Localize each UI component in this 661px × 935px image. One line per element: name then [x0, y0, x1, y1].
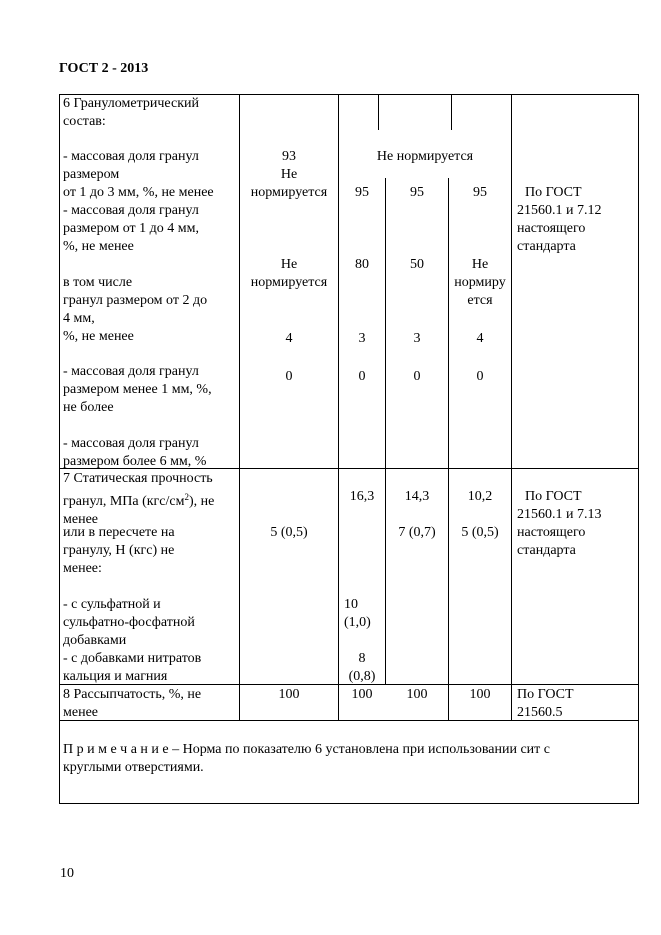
friability-col3: 100 [406, 687, 428, 702]
strength-col1: 5 (0,5) [270, 525, 308, 540]
strength-col2-b: 10 (1,0) [344, 597, 371, 630]
granulometric-col1-c: Не нормируется [250, 257, 328, 290]
strength-col4-top: 10,2 [467, 489, 493, 504]
strength-col3-mid: 7 (0,7) [398, 525, 436, 540]
granulometric-sub-b: - массовая доля гранул размером от 1 до 4 мм, %, не менее [63, 203, 199, 254]
granulometric-col2-e: 0 [358, 369, 366, 384]
granulometric-sub-c: в том числе гранул размером от 2 до 4 мм, %, не менее [63, 275, 208, 344]
granulometric-sub-a: - массовая доля гранул размером от 1 до 3 мм, %, не менее [63, 149, 214, 200]
friability-col1: 100 [278, 687, 300, 702]
friability-col4: 100 [469, 687, 491, 702]
granulometric-col1-d: 4 [285, 331, 293, 346]
granulometric-col3-b: 95 [410, 185, 424, 200]
column-divider [385, 178, 386, 684]
table-border-right [638, 94, 639, 804]
column-divider [511, 94, 512, 720]
granulometric-col4-d: 4 [476, 331, 484, 346]
strength-col4-mid: 5 (0,5) [461, 525, 499, 540]
friability-col2: 100 [351, 687, 373, 702]
strength-col3-top: 14,3 [404, 489, 430, 504]
granulometric-col3-e: 0 [413, 369, 421, 384]
granulometric-col3-c: 50 [410, 257, 424, 272]
strength-sub-c: - с добавками нитратов кальция и магния [63, 651, 202, 684]
granulometric-col4-e: 0 [476, 369, 484, 384]
granulometric-name: 6 Гранулометрический состав: [63, 96, 199, 129]
granulometric-col1-a: 93 [282, 149, 296, 164]
document-header: ГОСТ 2 - 2013 [59, 61, 149, 76]
granulometric-col2-d: 3 [358, 331, 366, 346]
table-note: П р и м е ч а н и е – Норма по показателю 6 установлена при использовании сит с круглыми отверстиями. [63, 742, 550, 775]
column-divider-short [378, 94, 379, 130]
strength-sub-b: - с сульфатной и сульфатно-фосфатной добавками [63, 597, 195, 648]
granulometric-col4-c: Не нормиру ется [454, 257, 506, 308]
granulometric-col2-c: 80 [355, 257, 369, 272]
granulometric-col1-b: Не нормируется [250, 167, 328, 200]
column-divider-short [451, 94, 452, 130]
table-border-left [59, 94, 60, 804]
page-number: 10 [60, 866, 74, 881]
table-border-bottom [59, 803, 639, 804]
strength-sub-a: или в пересчете на гранулу, Н (кгс) не менее: [63, 525, 175, 576]
strength-col2-c: 8 (0,8) [348, 651, 376, 684]
granulometric-col2-b: 95 [355, 185, 369, 200]
granulometric-col4-b: 95 [473, 185, 487, 200]
friability-test-method: По ГОСТ 21560.5 [517, 687, 574, 720]
granulometric-sub-e: - массовая доля гранул размером более 6 мм, % [63, 436, 207, 469]
strength-name: 7 Статическая прочность гранул, МПа $(кгс/см^2)$, не менее [63, 471, 215, 527]
granulometric-test-method: По ГОСТ 21560.1 и 7.12 настоящего стандарта [517, 185, 602, 254]
strength-test-method: По ГОСТ 21560.1 и 7.13 настоящего стандарта [517, 489, 602, 558]
note-label: П р и м е ч а н и е [63, 742, 169, 757]
granulometric-not-normalized: Не нормируется [376, 149, 474, 164]
granulometric-col1-e: 0 [285, 369, 293, 384]
note-text: – Норма по показателю 6 установлена при использовании сит с [168, 742, 550, 757]
friability-name: 8 Рассыпчатость, %, не менее [63, 687, 202, 720]
granulometric-sub-d: - массовая доля гранул размером менее 1 мм, %, не более [63, 364, 212, 415]
strength-col2-top: 16,3 [349, 489, 375, 504]
granulometric-col3-d: 3 [413, 331, 421, 346]
